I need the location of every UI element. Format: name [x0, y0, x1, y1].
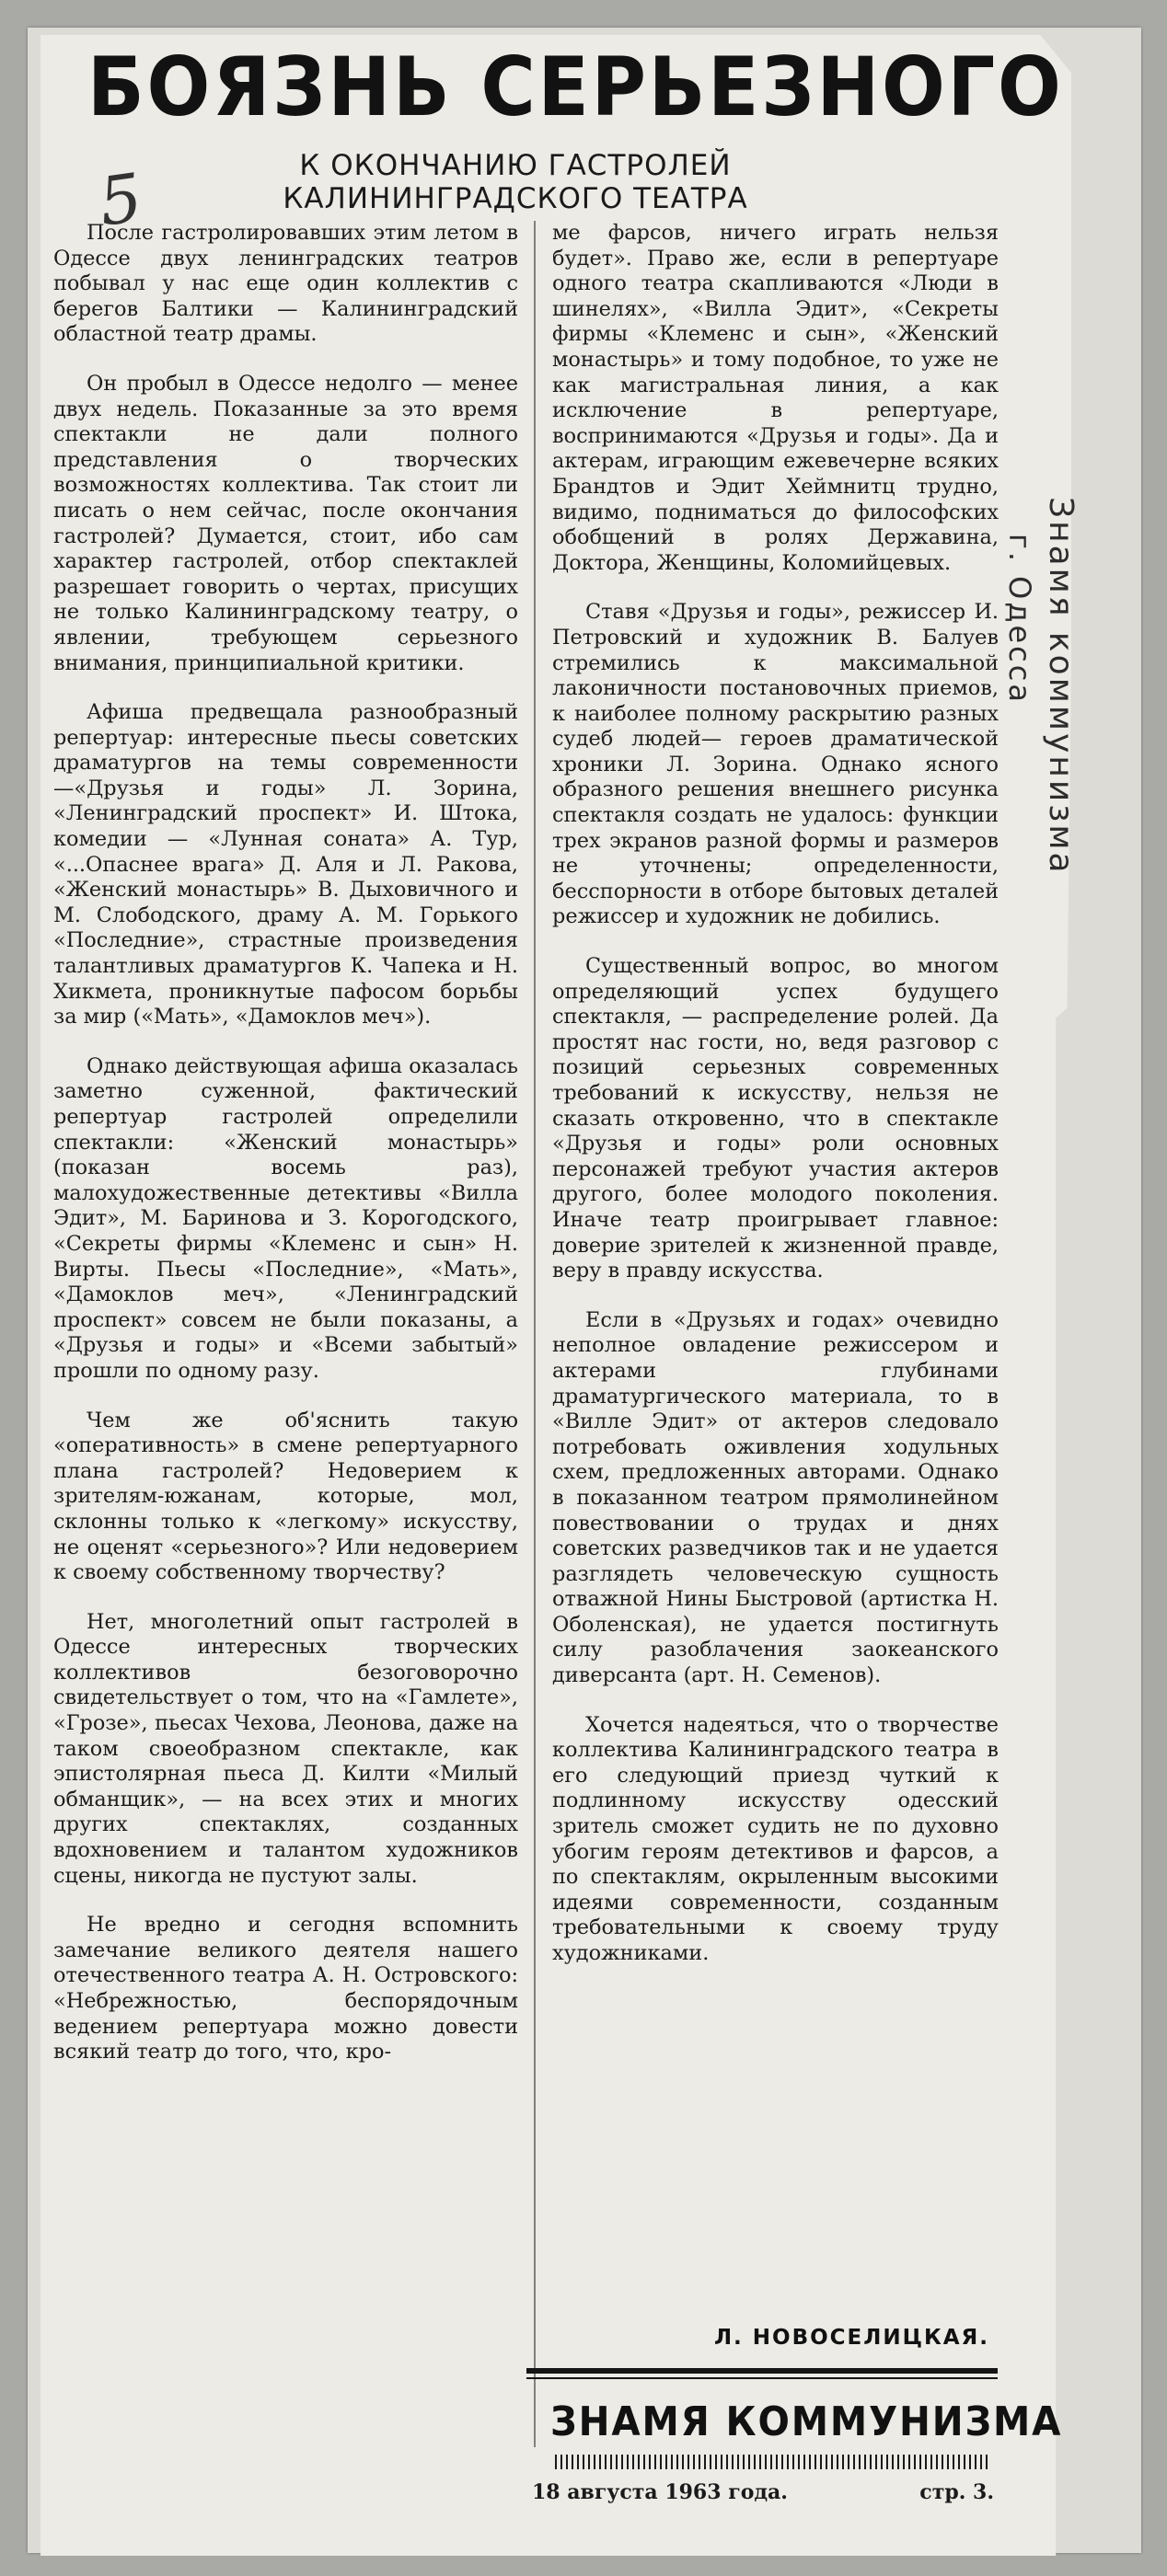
paragraph: Существенный вопрос, во многом определяющий успех будущего спектакля, — распределение ролей. Да простят нас гости, но, ведя разговор с позиций серьезных современных требований к искусству, нельзя не сказать откровенно, что в спектакле «Друзья и годы» роли основных персонажей требуют участия актеров другого, более молодого поколения. Иначе театр проигрывает главное: доверие зрителей к жизненной правде, веру в правду искусства.: [552, 954, 999, 1283]
paragraph: Хочется надеяться, что о творчестве коллектива Калининградского театра в его следующий приезд чуткий к подлинному искусству одесский зритель сможет судить не по духовно убогим героям детективов и фарсов, а по спектаклям, окрыленным высокими идеями современности, созданным требовательными к своему труду художниками.: [552, 1712, 999, 1965]
paragraph: Чем же об'яснить такую «оперативность» в смене репертуарного плана гастролей? Недоверием к зрителям-южанам, которые, мол, склонны только к «легкому» искусству, не оценят «серьезного»? Или недоверием к своему собственному творчеству?: [53, 1408, 518, 1585]
paragraph: Афиша предвещала разнообразный репертуар: интересные пьесы советских драматургов на темы современности—«Друзья и годы» Л. Зорина, «Ленинградский проспект» И. Штока, комедии — «Лунная соната» А. Тур, «...Опаснее врага» Д. Аля и Л. Ракова, «Женский монастырь» В. Дыховичного и М. Слободского, драму А. М. Горького «Последние», страстные произведения талантливых драматургов К. Чапека и Н. Хикмета, проникнутые пафосом борьбы за мир («Мать», «Дамоклов меч»).: [53, 700, 518, 1029]
paragraph: После гастролировавших этим летом в Одессе двух ленинградских театров побывал у нас еще один коллектив с берегов Балтики — Калининградский областной театр драмы.: [53, 221, 518, 347]
source-stamp: [971, 497, 1081, 883]
paragraph: Однако действующая афиша оказалась заметно суженной, фактический репертуар гастролей определили спектакли: «Женский монастырь» (показан восемь раз), малохудожественные детективы «Вилла Эдит», М. Баринова и З. Корогодского, «Секреты фирмы «Клеменс и сын» Н. Вирты. Пьесы «Последние», «Мать», «Дамоклов меч», «Ленинградский проспект» совсем не были показаны, а «Друзья и годы» и «Всеми забытый» прошли по одному разу.: [53, 1053, 518, 1383]
masthead-hatching: [555, 2455, 988, 2469]
newspaper-masthead: ЗНАМЯ КОММУНИЗМА: [550, 2398, 1063, 2445]
stamp-city: г. Одесса: [1002, 534, 1037, 705]
article-right-column: [552, 221, 999, 1991]
paragraph: Нет, многолетний опыт гастролей в Одессе интересных творческих коллективов безоговорочно свидетельствует о том, что на «Гамлете», «Грозе», пьесах Чехова, Леонова, даже на таком своеобразном спектакле, как эпистолярная пьеса Д. Килти «Милый обманщик», — на всех этих и многих других спектаклях, созданных вдохновением и талантом художников сцены, никогда не пустуют залы.: [53, 1609, 518, 1888]
paragraph: Если в «Друзьях и годах» очевидно неполное овладение режиссером и актерами глубинами драматургического материала, то в «Вилле Эдит» от актеров следовало потребовать оживления ходульных схем, предложенных авторами. Однако в показанном театром прямолинейном повествовании о трудах и днях советских разведчиков так и не удается разглядеть человеческую сущность отважной Нины Быстровой (артистка Н. Оболенская), не удается постигнуть силу разоблачения заокеанского диверсанта (арт. Н. Семенов).: [552, 1307, 999, 1688]
subheading-line-2: КАЛИНИНГРАДСКОГО ТЕАТРА: [283, 182, 748, 215]
page-number: стр. 3.: [919, 2480, 994, 2504]
stamp-newspaper-name: Знамя коммунизма: [1042, 497, 1080, 876]
issue-date: 18 августа 1963 года.: [532, 2480, 788, 2504]
handwritten-number: 5: [94, 158, 147, 241]
paragraph: ме фарсов, ничего играть нельзя будет». Право же, если в репертуаре одного театра скапливаются «Люди в шинелях», «Вилла Эдит», «Секреты фирмы «Клеменс и сын», «Женский монастырь» и тому подобное, то уже не как магистральная линия, а как исключение в репертуаре, воспринимаются «Друзья и годы». Да и актерам, играющим ежевечерне всяких Брандтов и Эдит Хеймнитц трудно, видимо, подниматься до философских обобщений в ролях Державина, Доктора, Женщины, Коломийцевых.: [552, 221, 999, 575]
divider-rule: [526, 2377, 998, 2379]
paragraph: Он пробыл в Одессе недолго — менее двух недель. Показанные за это время спектакли не дали полного представления о творческих возможностях коллектива. Так стоит ли писать о нем сейчас, после окончания гастролей? Думается, стоит, ибо сам характер гастролей, отбор спектаклей разрешает говорить о чертах, присущих не только Калининградскому театру, о явлении, требующем серьезного внимания, принципиальной критики.: [53, 371, 518, 675]
subheading-line-1: К ОКОНЧАНИЮ ГАСТРОЛЕЙ: [299, 149, 732, 182]
article-left-column: [53, 221, 518, 2089]
headline: БОЯЗНЬ СЕРЬЕЗНОГО: [87, 40, 1064, 134]
paragraph: Не вредно и сегодня вспомнить замечание великого деятеля нашего отечественного театра А. Н. Островского: «Небрежностью, беспорядочным ведением репертуара можно довести всякий театр до того, что, кро-: [53, 1913, 518, 2064]
divider-rule: [526, 2368, 998, 2374]
subheading: [184, 149, 847, 215]
paragraph: Ставя «Друзья и годы», режиссер И. Петровский и художник В. Балуев стремились к максимальной лаконичности постановочных приемов, к наиболее полному раскрытию разных судеб людей— героев драматической хроники Л. Зорина. Однако ясного образного решения внешнего рисунка спектакля создать не удалось: функции трех экранов разной формы и размеров не уточнены; определенности, бесспорности в отборе бытовых деталей режиссер и художник не добились.: [552, 600, 999, 929]
author-signature: Л. НОВОСЕЛИЦКАЯ.: [713, 2326, 989, 2350]
column-divider: [534, 221, 536, 2447]
